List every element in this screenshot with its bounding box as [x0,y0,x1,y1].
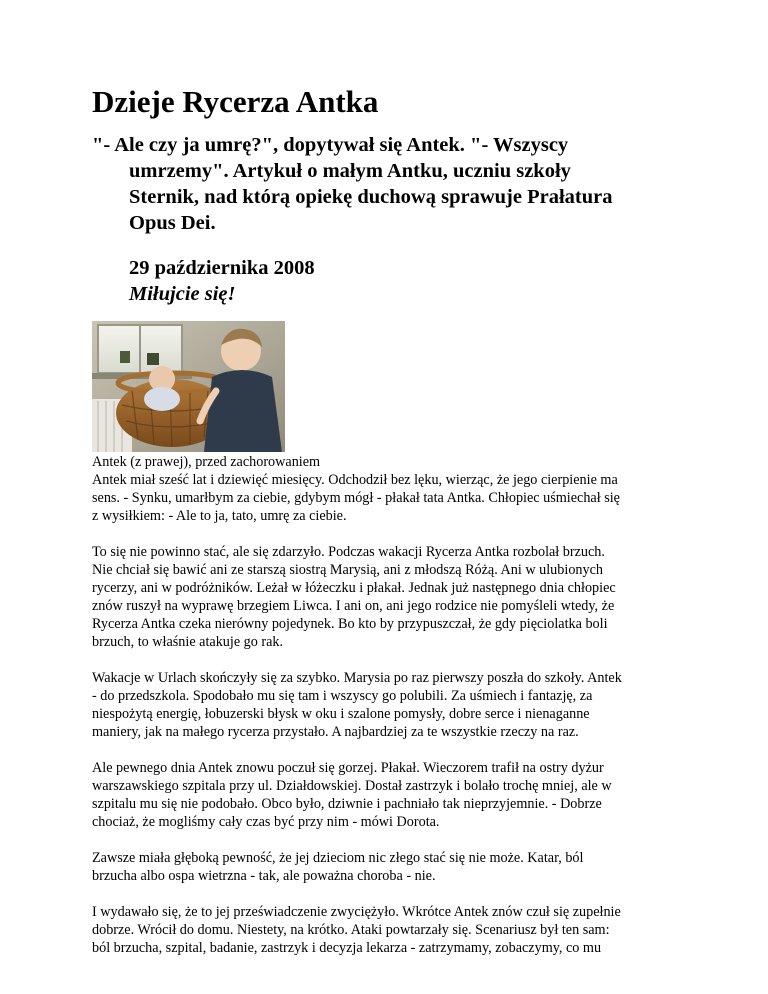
paragraph-line: warszawskiego szpitala przy ul. Działdowskiej. Dostał zastrzyk i bolało trochę mniej, ale w [92,778,612,794]
paragraph-line: Ale pewnego dnia Antek znowu poczuł się gorzej. Płakał. Wieczorem trafił na ostry dyżur [92,760,604,776]
paragraph [92,471,692,525]
paragraph-line: To się nie powinno stać, ale się zdarzyło. Podczas wakacji Rycerza Antka rozbolał brzuch. [92,544,605,560]
paragraph-line: rycerzy, ani w podróżników. Leżał w łóżeczku i płakał. Jednak już następnego dnia chłopiec [92,580,616,596]
paragraph-line: brzucha albo ospa wietrzna - tak, ale poważna choroba - nie. [92,868,436,884]
paragraph-line: Antek miał sześć lat i dziewięć miesięcy. Odchodził bez lęku, wierząc, że jego cierpienie ma [92,472,618,488]
subtitle-line: Sternik, nad którą opiekę duchową sprawuje Prałatura [129,186,613,208]
paragraph-line: sens. - Synku, umarłbym za ciebie, gdybym mógł - płakał tata Antka. Chłopiec uśmiechał się [92,490,620,506]
paragraph-line: brzuch, to właśnie atakuje go rak. [92,634,284,650]
article-title: Dzieje Rycerza Antka [92,84,379,119]
paragraph-line: maniery, jak na małego rycerza przystało. A najbardziej za te wszystkie rzeczy na raz. [92,724,579,740]
paragraph-line: Zawsze miała głęboką pewność, że jej dzieciom nic złego stać się nie może. Katar, ból [92,850,584,866]
subtitle-line: umrzemy". Artykuł o małym Antku, uczniu szkoły [129,160,571,182]
paragraph-line: szpitalu mu się nie podobało. Obco było, dziwnie i pachniało tak nieprzyjemnie. - Dobrze [92,796,602,812]
paragraph-line: niespożytą energię, łobuzerski błysk w oku i szalone pomysły, dobre serce i nienaganne [92,706,590,722]
paragraph [92,849,692,885]
paragraph-line: chociaż, że mogliśmy cały czas być przy nim - mówi Dorota. [92,814,440,830]
subtitle-line: "- Ale czy ja umrę?", dopytywał się Antek. "- Wszyscy [92,134,569,156]
paragraph-line: dobrze. Wrócił do domu. Niestety, na krótko. Ataki powtarzały się. Scenariusz był ten sam: [92,922,610,938]
paragraph [92,669,692,741]
paragraph [92,543,692,651]
article-tagline: Miłujcie się! [129,283,236,305]
paragraph [92,903,692,957]
paragraph-line: ból brzucha, szpital, badanie, zastrzyk i decyzja lekarza - zatrzymamy, zobaczymy, co mu [92,940,602,956]
subtitle-line: Opus Dei. [129,212,216,234]
article-date: 29 października 2008 [129,257,315,279]
paragraph-line: znów ruszył na wyprawę brzegiem Liwca. I ani on, ani jego rodzice nie pomyśleli wtedy, że [92,598,615,614]
article-body [92,471,692,975]
paragraph-line: I wydawało się, że to jej przeświadczenie zwyciężyło. Wkrótce Antek znów czuł się zupełnie [92,904,621,920]
article-photo [92,321,285,452]
photo-caption: Antek (z prawej), przed zachorowaniem [92,454,321,470]
article-subtitle [92,132,692,236]
paragraph-line: - do przedszkola. Spodobało mu się tam i wszyscy go polubili. Za uśmiech i fantazję, za [92,688,593,704]
paragraph [92,759,692,831]
paragraph-line: z wysiłkiem: - Ale to ja, tato, umrę za ciebie. [92,508,347,524]
paragraph-line: Nie chciał się bawić ani ze starszą siostrą Marysią, ani z młodszą Różą. Ani w ulubionych [92,562,603,578]
paragraph-line: Wakacje w Urlach skończyły się za szybko. Marysia po raz pierwszy poszła do szkoły. Antek [92,670,622,686]
paragraph-line: Rycerza Antka czeka nierówny pojedynek. Bo kto by przypuszczał, że gdy pięciolatka boli [92,616,608,632]
